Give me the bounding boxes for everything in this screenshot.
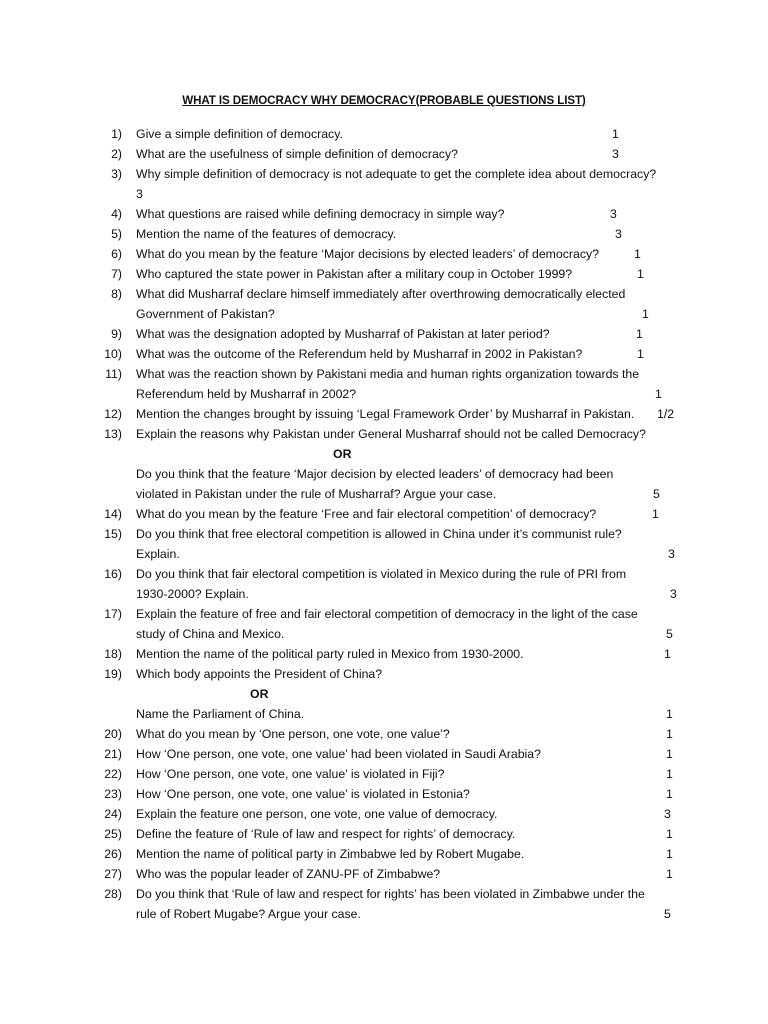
question-text: Give a simple definition of democracy.: [136, 127, 343, 141]
marks-value: 1: [642, 307, 649, 321]
question-text: Name the Parliament of China.: [136, 707, 305, 721]
question-text: What questions are raised while defining democracy in simple way?: [136, 207, 505, 221]
question-number: 3): [111, 167, 122, 181]
question-text: Mention the changes brought by issuing ‘Legal Framework Order’ by Musharraf in Pakistan.: [136, 407, 635, 421]
marks-value: 3: [670, 587, 677, 601]
question-text: Who captured the state power in Pakistan after a military coup in October 1999?: [136, 267, 573, 281]
question-line: [0, 644, 768, 664]
marks-value: 1: [612, 127, 619, 141]
marks-value: 3: [136, 187, 143, 201]
question-line: [0, 264, 768, 284]
question-number: 16): [104, 567, 122, 581]
question-line: [0, 504, 768, 524]
question-text: What was the outcome of the Referendum held by Musharraf in 2002 in Pakistan?: [136, 347, 583, 361]
question-number: 23): [104, 787, 122, 801]
question-number: 10): [104, 347, 122, 361]
question-line: [0, 284, 768, 304]
question-line: [0, 544, 768, 564]
question-text: Define the feature of ‘Rule of law and respect for rights’ of democracy.: [136, 827, 516, 841]
question-number: 14): [104, 507, 122, 521]
marks-value: 1: [664, 647, 671, 661]
question-number: 8): [111, 287, 122, 301]
question-line: [0, 764, 768, 784]
question-line: [0, 444, 768, 464]
question-list: [0, 124, 768, 924]
question-text: Do you think that the feature ‘Major decision by elected leaders’ of democracy had been: [136, 467, 614, 481]
question-text: Mention the name of political party in Zimbabwe led by Robert Mugabe.: [136, 847, 525, 861]
page-title: WHAT IS DEMOCRACY WHY DEMOCRACY(PROBABLE QUESTIONS LIST): [182, 94, 586, 107]
question-text: How ‘One person, one vote, one value’ is violated in Fiji?: [136, 767, 445, 781]
question-number: 4): [111, 207, 122, 221]
question-line: [0, 584, 768, 604]
marks-value: 3: [610, 207, 617, 221]
question-number: 12): [104, 407, 122, 421]
question-number: 9): [111, 327, 122, 341]
question-text: How ‘One person, one vote, one value’ is violated in Estonia?: [136, 787, 470, 801]
question-text: Explain the reasons why Pakistan under General Musharraf should not be called Democracy?: [136, 427, 646, 441]
or-separator: OR: [333, 447, 352, 461]
question-line: [0, 884, 768, 904]
question-text: What do you mean by the feature ‘Free and fair electoral competition’ of democracy?: [136, 507, 597, 521]
question-number: 13): [104, 427, 122, 441]
question-text: 1930-2000? Explain.: [136, 587, 249, 601]
question-text: What was the reaction shown by Pakistani media and human rights organization towards the: [136, 367, 640, 381]
question-text: Explain.: [136, 547, 180, 561]
question-line: [0, 744, 768, 764]
marks-value: 1: [634, 247, 641, 261]
question-line: [0, 604, 768, 624]
question-text: What was the designation adopted by Musharraf of Pakistan at later period?: [136, 327, 550, 341]
question-number: 26): [104, 847, 122, 861]
question-text: violated in Pakistan under the rule of Musharraf? Argue your case.: [136, 487, 497, 501]
question-line: [0, 664, 768, 684]
marks-value: 1: [637, 267, 644, 281]
question-text: Do you think that ‘Rule of law and respect for rights’ has been violated in Zimbabwe under the: [136, 887, 645, 901]
question-line: [0, 144, 768, 164]
question-number: 11): [105, 367, 122, 381]
question-number: 28): [104, 887, 122, 901]
question-number: 21): [104, 747, 122, 761]
marks-value: 1: [666, 767, 673, 781]
question-line: [0, 364, 768, 384]
marks-value: 1/2: [657, 407, 675, 421]
question-line: [0, 704, 768, 724]
question-line: [0, 524, 768, 544]
question-number: 15): [104, 527, 122, 541]
question-text: rule of Robert Mugabe? Argue your case.: [136, 907, 361, 921]
question-text: Do you think that fair electoral competition is violated in Mexico during the rule of PRI from: [136, 567, 627, 581]
marks-value: 1: [636, 327, 643, 341]
question-line: [0, 204, 768, 224]
question-number: 25): [104, 827, 122, 841]
marks-value: 1: [655, 387, 662, 401]
marks-value: 1: [666, 827, 673, 841]
marks-value: 1: [666, 787, 673, 801]
marks-value: 5: [664, 907, 671, 921]
marks-value: 3: [615, 227, 622, 241]
question-line: [0, 324, 768, 344]
marks-value: 1: [637, 347, 644, 361]
question-text: Why simple definition of democracy is not adequate to get the complete idea about democracy?: [136, 167, 657, 181]
marks-value: 1: [666, 727, 673, 741]
question-line: [0, 844, 768, 864]
question-text: What do you mean by the feature ‘Major decisions by elected leaders’ of democracy?: [136, 247, 599, 261]
marks-value: 1: [666, 707, 673, 721]
or-separator: OR: [250, 687, 269, 701]
question-text: Do you think that free electoral competition is allowed in China under it’s communist rule?: [136, 527, 622, 541]
question-number: 18): [104, 647, 122, 661]
question-line: [0, 864, 768, 884]
question-number: 7): [111, 267, 122, 281]
question-number: 17): [104, 607, 122, 621]
question-number: 22): [104, 767, 122, 781]
question-line: [0, 804, 768, 824]
question-text: What do you mean by ‘One person, one vote, one value’?: [136, 727, 450, 741]
question-text: Explain the feature one person, one vote, one value of democracy.: [136, 807, 498, 821]
question-line: [0, 824, 768, 844]
marks-value: 3: [668, 547, 675, 561]
marks-value: 3: [612, 147, 619, 161]
question-number: 19): [104, 667, 122, 681]
question-text: Explain the feature of free and fair electoral competition of democracy in the light of the case: [136, 607, 638, 621]
marks-value: 1: [666, 747, 673, 761]
question-line: [0, 784, 768, 804]
question-number: 6): [111, 247, 122, 261]
question-number: 24): [104, 807, 122, 821]
question-text: Government of Pakistan?: [136, 307, 275, 321]
marks-value: 3: [664, 807, 671, 821]
question-number: 5): [111, 227, 122, 241]
marks-value: 1: [652, 507, 659, 521]
question-line: [0, 404, 768, 424]
question-line: [0, 124, 768, 144]
marks-value: 1: [666, 867, 673, 881]
question-line: [0, 244, 768, 264]
question-number: 20): [104, 727, 122, 741]
question-line: [0, 464, 768, 484]
question-line: [0, 304, 768, 324]
question-line: [0, 904, 768, 924]
question-line: [0, 564, 768, 584]
question-text: study of China and Mexico.: [136, 627, 285, 641]
question-text: What are the usefulness of simple definition of democracy?: [136, 147, 458, 161]
question-line: [0, 224, 768, 244]
question-text: Who was the popular leader of ZANU-PF of Zimbabwe?: [136, 867, 441, 881]
question-text: What did Musharraf declare himself immediately after overthrowing democratically elected: [136, 287, 626, 301]
marks-value: 5: [653, 487, 660, 501]
question-number: 2): [111, 147, 122, 161]
marks-value: 1: [666, 847, 673, 861]
question-text: How ‘One person, one vote, one value’ had been violated in Saudi Arabia?: [136, 747, 541, 761]
question-text: Which body appoints the President of China?: [136, 667, 383, 681]
question-text: Mention the name of the features of democracy.: [136, 227, 397, 241]
question-number: 27): [104, 867, 122, 881]
question-number: 1): [111, 127, 122, 141]
question-line: [0, 484, 768, 504]
question-line: [0, 424, 768, 444]
question-line: [0, 384, 768, 404]
question-line: [0, 164, 768, 184]
question-line: [0, 724, 768, 744]
question-line: [0, 624, 768, 644]
question-line: [0, 184, 768, 204]
question-text: Referendum held by Musharraf in 2002?: [136, 387, 357, 401]
question-text: Mention the name of the political party ruled in Mexico from 1930-2000.: [136, 647, 524, 661]
question-line: [0, 684, 768, 704]
question-line: [0, 344, 768, 364]
marks-value: 5: [666, 627, 673, 641]
